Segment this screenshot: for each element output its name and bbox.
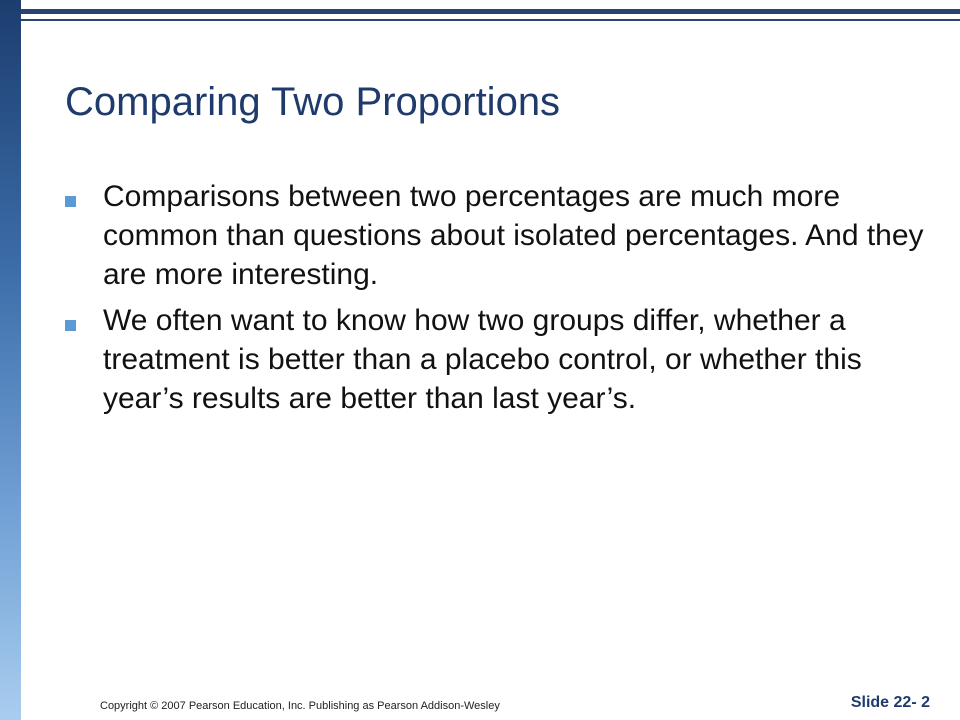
bullet-list bbox=[65, 177, 935, 425]
square-bullet-icon bbox=[65, 196, 76, 207]
copyright-text: Copyright © 2007 Pearson Education, Inc. Publishing as Pearson Addison-Wesley bbox=[100, 700, 500, 712]
left-gradient-bar bbox=[0, 0, 21, 720]
bullet-text: Comparisons between two percentages are much more common than questions about isolated percentages. And they are more interesting. bbox=[103, 180, 924, 291]
slide-title: Comparing Two Proportions bbox=[65, 80, 561, 124]
square-bullet-icon bbox=[65, 320, 76, 331]
top-rule-thin bbox=[21, 19, 960, 21]
top-rule-thick bbox=[21, 9, 960, 14]
slide-number: Slide 22- 2 bbox=[850, 694, 930, 711]
bullet-item bbox=[65, 301, 935, 418]
bullet-text: We often want to know how two groups differ, whether a treatment is better than a placebo control, or whether this year’s results are better than last year’s. bbox=[103, 304, 862, 415]
bullet-item bbox=[65, 177, 935, 294]
